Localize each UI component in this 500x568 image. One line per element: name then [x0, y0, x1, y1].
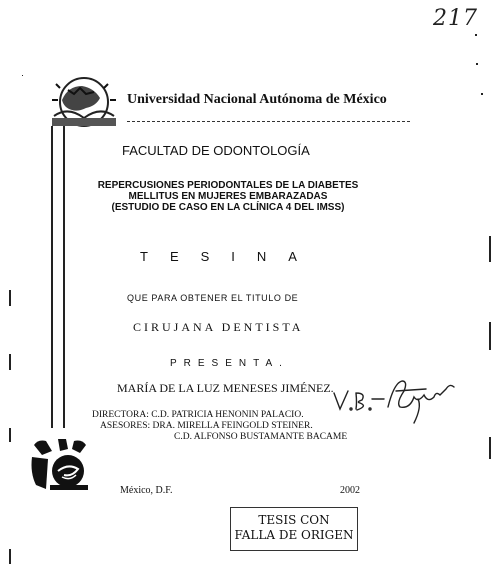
fes-logo-icon: [28, 437, 90, 492]
stamp-line-1: TESIS CON: [258, 513, 330, 527]
left-vertical-rule-inner: [63, 126, 65, 428]
left-vertical-rule: [51, 126, 53, 428]
director-line: DIRECTORA: C.D. PATRICIA HENONIN PALACIO.: [92, 410, 304, 420]
advisors-block: [92, 410, 347, 443]
scan-mark: [481, 93, 483, 95]
margin-line: [9, 428, 11, 442]
advisor-line-2: C.D. ALFONSO BUSTAMANTE BACAME: [174, 432, 348, 442]
margin-line: [489, 236, 491, 262]
stamp-line-2: FALLA DE ORIGEN: [234, 528, 354, 542]
scan-mark: [476, 63, 478, 65]
margin-line: [9, 354, 11, 370]
year: 2002: [340, 485, 360, 496]
margin-line: [9, 290, 11, 306]
header-rule: [127, 121, 410, 122]
margin-line: [9, 549, 11, 564]
faculty-name: FACULTAD DE ODONTOLOGÍA: [122, 143, 310, 158]
document-type: TESINA: [140, 249, 319, 264]
margin-line: [489, 322, 491, 350]
degree-name: CIRUJANA DENTISTA: [133, 320, 304, 334]
purpose-line: QUE PARA OBTENER EL TITULO DE: [127, 293, 299, 303]
scan-mark: [475, 34, 477, 36]
university-name: Universidad Nacional Autónoma de México: [127, 92, 387, 107]
thesis-title-line-2: MELLITUS EN MUJERES EMBARAZADAS: [128, 191, 328, 202]
advisor-line-1: ASESORES: DRA. MIRELLA FEINGOLD STEINER.: [100, 421, 313, 431]
unam-seal-icon: [48, 76, 120, 128]
presents-label: PRESENTA.: [170, 358, 289, 369]
place: México, D.F.: [120, 485, 173, 496]
thesis-title-line-1: REPERCUSIONES PERIODONTALES DE LA DIABETES: [97, 180, 359, 191]
vo-bo-signature-icon: [330, 373, 465, 428]
thesis-title-line-3: (ESTUDIO DE CASO EN LA CLÍNICA 4 DEL IMSS): [111, 202, 345, 213]
author-name: MARÍA DE LA LUZ MENESES JIMÉNEZ.: [117, 381, 334, 395]
margin-line: [489, 437, 491, 459]
tesis-stamp: [230, 507, 358, 551]
thesis-title: [78, 180, 378, 213]
page-number-annotation: 217: [433, 6, 478, 31]
scan-mark: [22, 75, 23, 76]
